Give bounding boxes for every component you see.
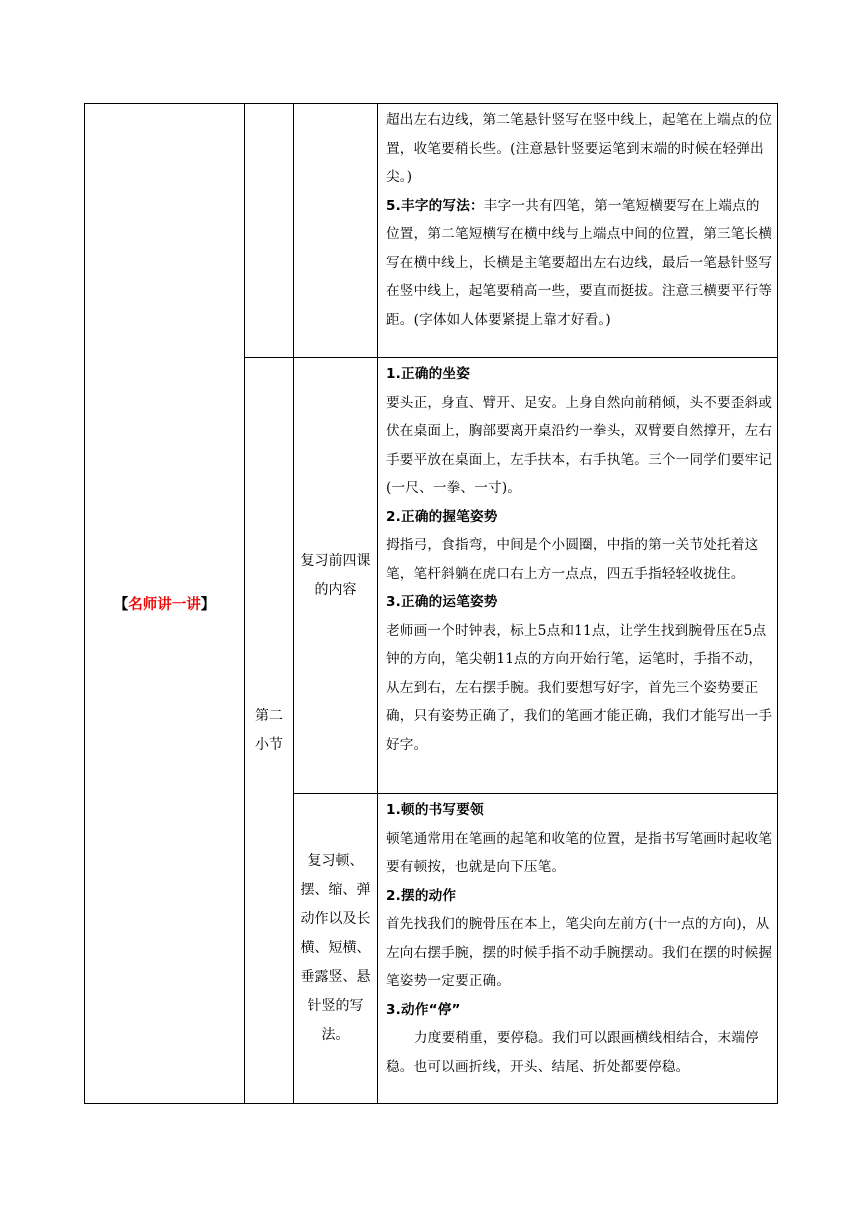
heading-pen-grip: 2.正确的握笔姿势 xyxy=(386,508,498,525)
feng-char-paragraph: 丰字一共有四笔，第一笔短横要写在上端点的位置，第二笔短横写在横中线与上端点中间的位置，第三笔长横写在横中线上，长横是主笔要超出左右边线，最后一笔悬针竖写在竖中线上，起笔要稍高一些，要直而挺拔。注意三横要平行等距。(字体如人体要紧提上靠才好看。) xyxy=(386,197,773,328)
topic-cell xyxy=(294,794,378,1104)
paragraph-ting: 力度要稍重，要停稳。我们可以跟画横线相结合，末端停稳。也可以画折线，开头、结尾、折处都要停稳。 xyxy=(386,1030,759,1075)
content-cell xyxy=(378,358,778,794)
section-label-cell xyxy=(85,104,245,1104)
paragraph-pen-movement: 老师画一个时钟表，标上5点和11点，让学生找到腕骨压在5点钟的方向，笔尖朝11点的方向开始行笔，运笔时，手指不动，从左到右，左右摆手腕。我们要想写好字，首先三个姿势要正确，只有姿势正确了，我们的笔画才能正确，我们才能写出一手好字。 xyxy=(386,622,773,753)
lesson-table xyxy=(84,103,778,1104)
heading-ting: 3.动作“停” xyxy=(386,1001,461,1018)
paragraph-sitting-posture: 要头正，身直、臂开、足安。上身自然向前稍倾，头不要歪斜或伏在桌面上，胸部要离开桌沿约一拳头，双臂要自然撑开，左右手要平放在桌面上，左手扶本，右手执笔。三个一同学们要牢记(一尺、一拳、一寸)。 xyxy=(386,394,773,496)
label-bracket-open: 【 xyxy=(113,597,129,613)
empty-topic-cell xyxy=(294,104,378,358)
teacher-talk-label: 名师讲一讲 xyxy=(128,597,201,613)
empty-section-cell xyxy=(245,104,294,358)
topic-review-four-lessons: 复习前四课的内容 xyxy=(300,552,371,598)
paragraph-continued: 超出左右边线，第二笔悬针竖写在竖中线上，起笔在上端点的位置，收笔要稍长些。(注意悬针竖要运笔到末端的时候在轻弹出尖。) xyxy=(386,112,773,185)
paragraph-bai: 首先找我们的腕骨压在本上，笔尖向左前方(十一点的方向)，从左向右摆手腕，摆的时候手指不动手腕摆动。我们在摆的时候握笔姿势一定要正确。 xyxy=(386,916,773,989)
content-cell xyxy=(378,794,778,1104)
topic-cell xyxy=(294,358,378,794)
heading-sitting-posture: 1.正确的坐姿 xyxy=(386,366,470,382)
paragraph-pen-grip: 拇指弓，食指弯，中间是个小圆圈，中指的第一关节处托着这笔，笔杆斜躺在虎口右上方一点点，四五手指轻轻收拢住。 xyxy=(386,537,759,582)
content-cell xyxy=(378,104,778,358)
heading-dun: 1.顿的书写要领 xyxy=(386,802,484,818)
heading-bai: 2.摆的动作 xyxy=(386,887,457,904)
section-name-cell xyxy=(245,358,294,1104)
paragraph-dun: 顿笔通常用在笔画的起笔和收笔的位置，是指书写笔画时起收笔要有顿按，也就是向下压笔。 xyxy=(386,830,773,875)
label-bracket-close: 】 xyxy=(200,597,216,613)
feng-char-heading: 5.丰字的写法： xyxy=(386,197,484,214)
section-name: 第二小节 xyxy=(255,707,283,753)
table-row xyxy=(85,104,778,358)
topic-review-actions: 复习顿、摆、缩、弹动作以及长横、短横、垂露竖、悬针竖的写法。 xyxy=(300,853,371,1043)
heading-pen-movement: 3.正确的运笔姿势 xyxy=(386,594,498,610)
